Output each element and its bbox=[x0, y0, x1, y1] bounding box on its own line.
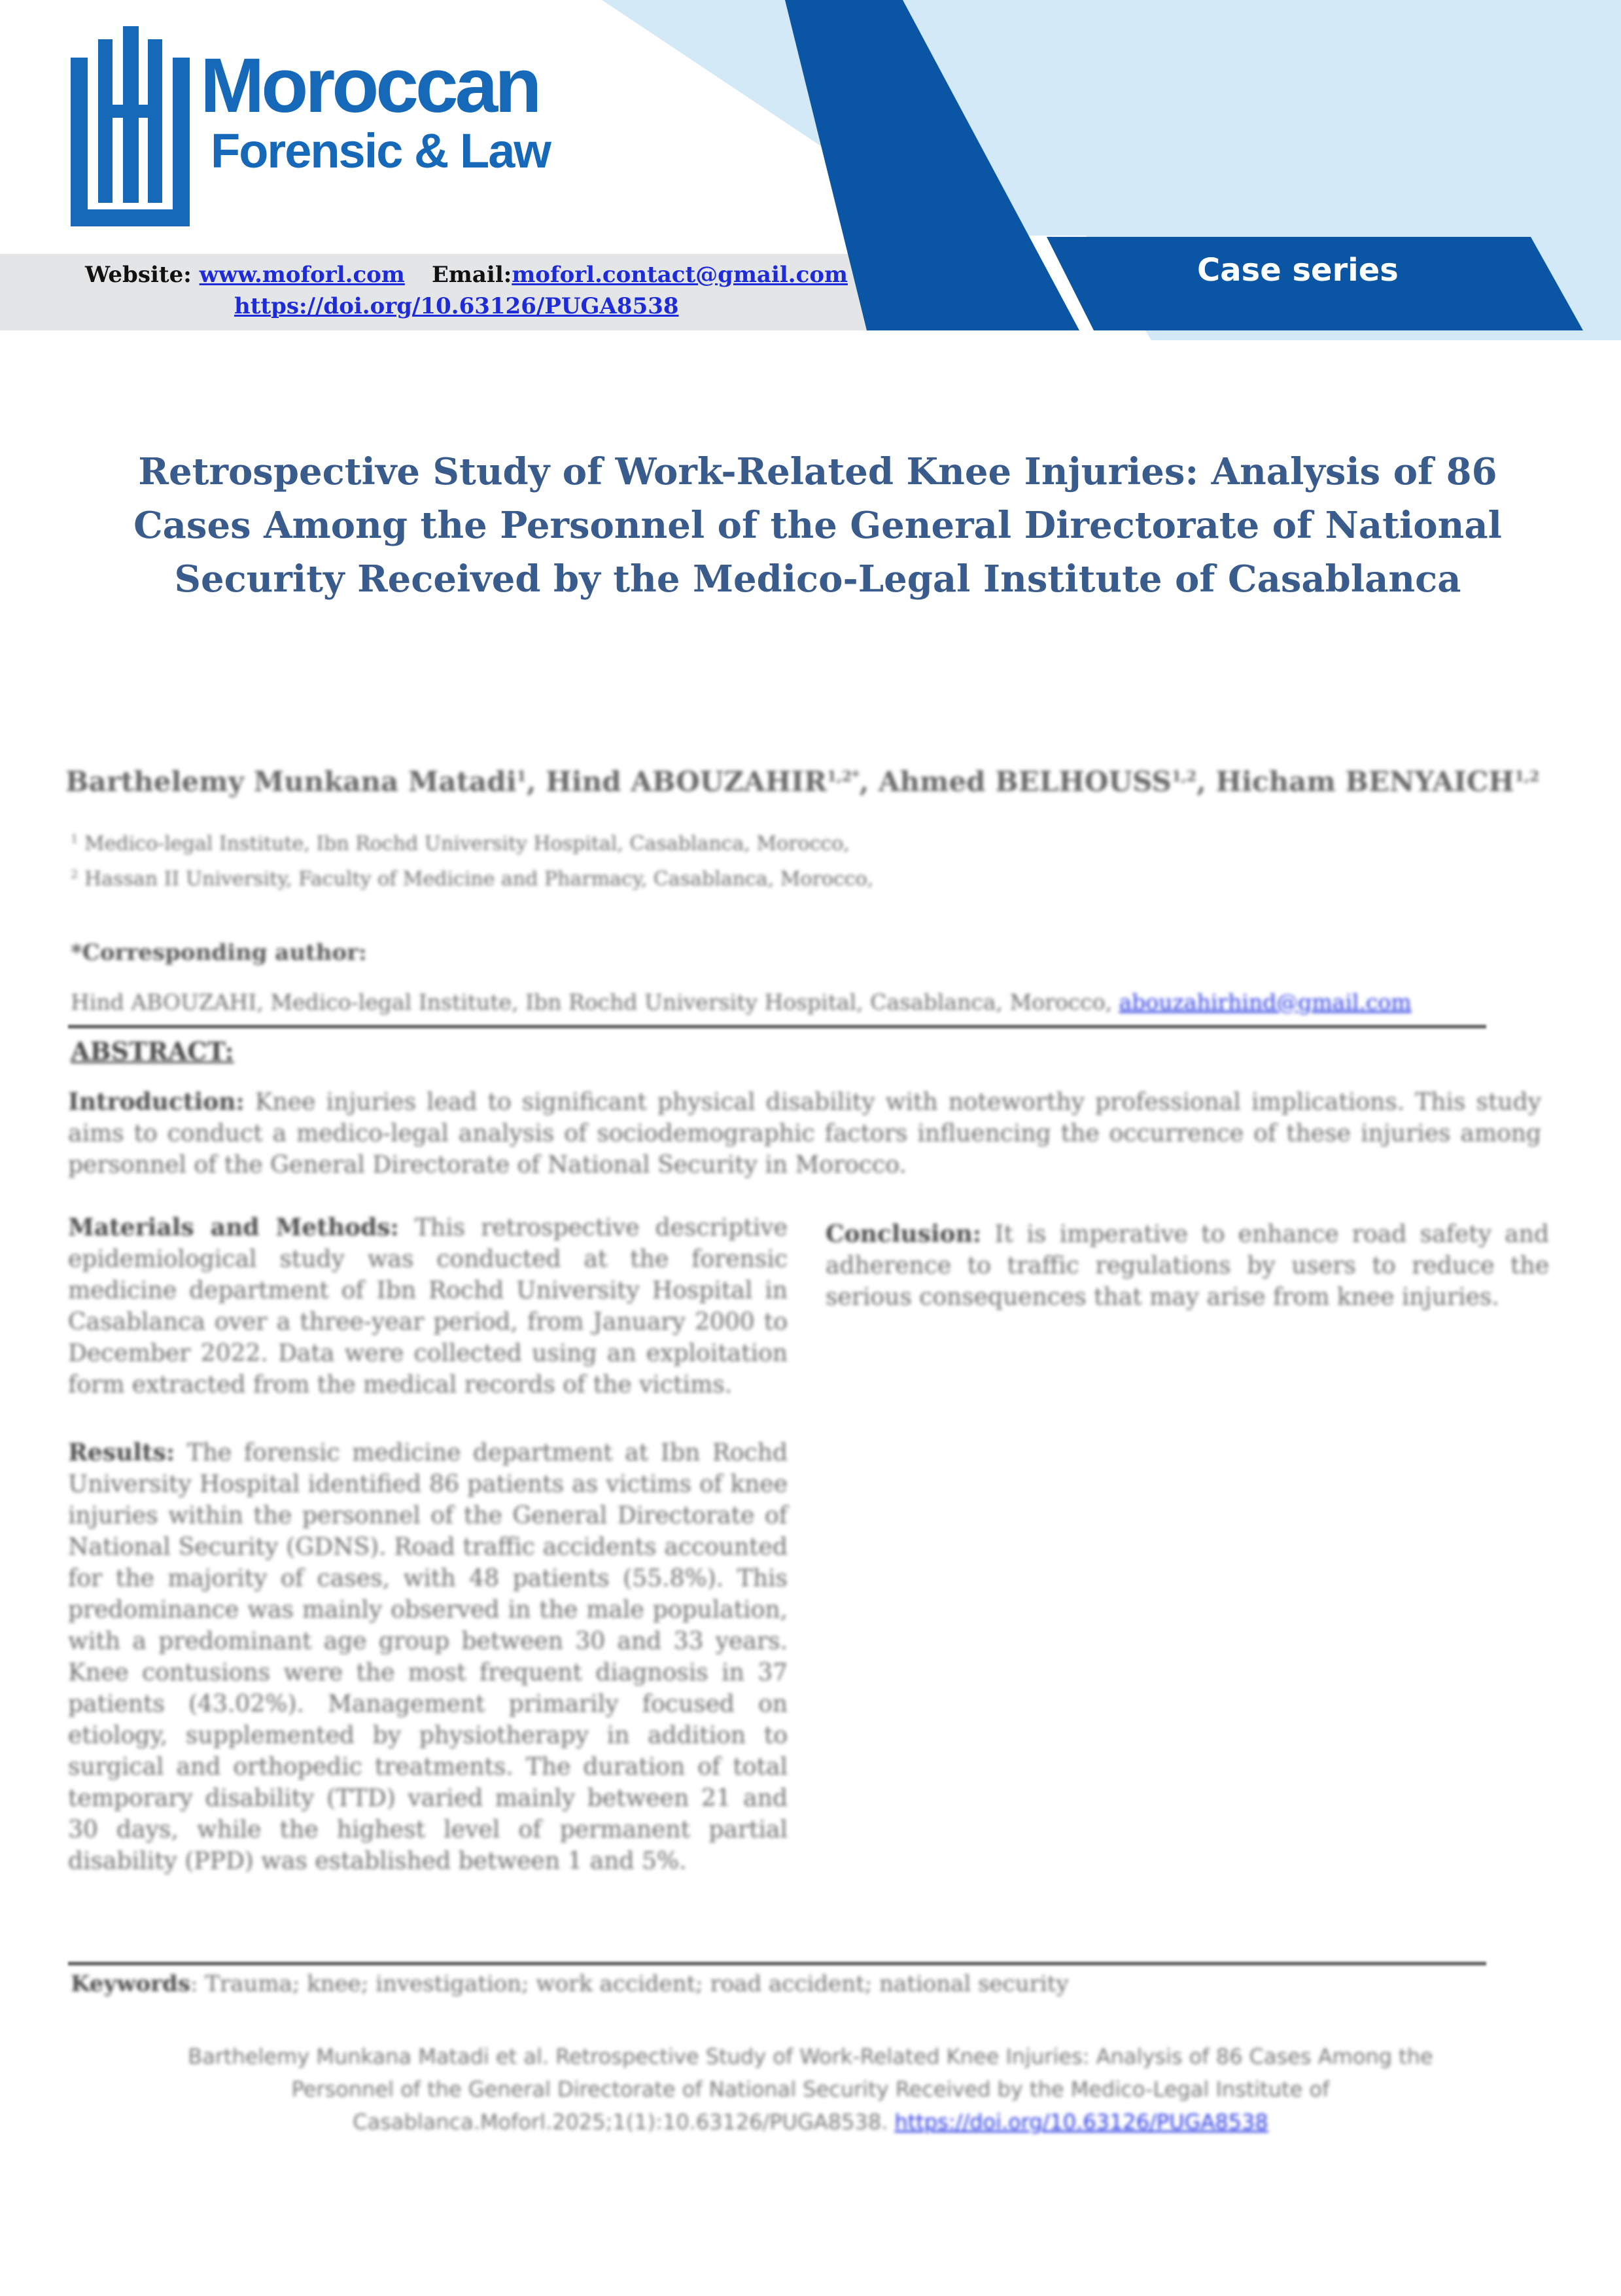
affiliation bbox=[71, 832, 850, 855]
author-name: Barthelemy Munkana Matadi bbox=[65, 766, 517, 798]
abstract-conclusion bbox=[826, 1218, 1549, 1313]
abstract-bottom-rule bbox=[68, 1962, 1486, 1966]
abstract-introduction bbox=[68, 1086, 1541, 1181]
doi-link[interactable]: https://doi.org/10.63126/PUGA8538 bbox=[234, 293, 679, 319]
website-label: Website: bbox=[85, 262, 200, 288]
results-text: The forensic medicine department at Ibn Rochd University Hospital identified 86 patients as victims of knee injuries within the personnel of the General Directorate of National Security (GDNS). Road traffic accidents accounted for the majority of cases, with 48 patients (55.8%). This predominance was mainly observed in the male population, with a predominant age group between 30 and 33 years. Knee contusions were the most frequent diagnosis in 37 patients (43.02%). Management primarily focused on etiology, supplemented by physiotherapy in addition to surgical and orthopedic treatments. The duration of total temporary disability (TTD) varied mainly between 21 and 30 days, while the highest level of permanent partial disability (PPD) was established between 1 and 5%. bbox=[68, 1439, 788, 1875]
logo-line-1: Moroccan bbox=[200, 43, 539, 129]
corresponding-author-text: Hind ABOUZAHI, Medico-legal Institute, Ibn Rochd University Hospital, Casablanca, Morocco, bbox=[71, 989, 1119, 1015]
abstract-methods bbox=[68, 1212, 788, 1401]
journal-header bbox=[0, 0, 1621, 353]
citation-block bbox=[164, 2040, 1457, 2138]
author-affiliation-mark: 1 bbox=[516, 768, 527, 785]
introduction-text: Knee injuries lead to significant physical disability with noteworthy professional implications. This study aims to conduct a medico-legal analysis of sociodemographic factors influencing the occurrence of these injuries among personnel of the General Directorate of National Security in Morocco. bbox=[68, 1089, 1541, 1178]
article-title: Retrospective Study of Work-Related Knee Injuries: Analysis of 86 Cases Among the Personnel of the General Directorate of National Security Received by the Medico-Legal Institute of Casablanca bbox=[133, 450, 1502, 601]
citation-text: Barthelemy Munkana Matadi et al. Retrospective Study of Work-Related Knee Injuries: Analysis of 86 Cases Among the Personnel of the General Directorate of National Security Received by the Medico-Legal Institute of Casablanca.Moforl.2025;1(1):10.63126/PUGA8538. bbox=[188, 2044, 1433, 2134]
corresponding-author-details bbox=[71, 989, 1412, 1015]
abstract-results bbox=[68, 1437, 788, 1877]
keywords-label: Keywords bbox=[71, 1971, 190, 1997]
author-name: Hind ABOUZAHIR bbox=[546, 766, 827, 798]
corresponding-author-label: *Corresponding author: bbox=[71, 940, 367, 966]
abstract-heading: ABSTRACT: bbox=[71, 1036, 234, 1066]
author-affiliation-mark: 1,2* bbox=[826, 768, 860, 785]
conclusion-text: It is imperative to enhance road safety and adherence to traffic regulations by users to reduce the serious consequences that may arise from knee injuries. bbox=[826, 1221, 1549, 1311]
author-affiliation-mark: 1,2 bbox=[1514, 768, 1540, 785]
website-info bbox=[85, 262, 405, 288]
affiliation-text: Medico-legal Institute, Ibn Rochd University Hospital, Casablanca, Morocco, bbox=[84, 832, 850, 855]
introduction-label: Introduction: bbox=[68, 1088, 245, 1116]
affiliation-mark: 1 bbox=[71, 832, 78, 846]
header-light-blue-shape bbox=[602, 0, 1621, 236]
citation-doi-link[interactable]: https://doi.org/10.63126/PUGA8538 bbox=[894, 2110, 1268, 2134]
methods-text: This retrospective descriptive epidemiological study was conducted at the forensic medicine department of Ibn Rochd University Hospital in Casablanca over a three-year period, from January 2000 to December 2022. Data were collected using an exploitation form extracted from the medical records of the victims. bbox=[68, 1214, 788, 1398]
author-name: Hicham BENYAICH bbox=[1215, 766, 1514, 798]
email-label: Email: bbox=[432, 262, 512, 288]
journal-logo-icon bbox=[71, 26, 190, 226]
website-link[interactable]: www.moforl.com bbox=[199, 262, 405, 288]
keywords bbox=[71, 1971, 1069, 1997]
affiliation bbox=[71, 868, 873, 891]
results-label: Results: bbox=[68, 1439, 175, 1466]
email-info bbox=[432, 262, 848, 288]
author-list: Barthelemy Munkana Matadi$^1$, Hind $ABOUZAHIR^{1,2*}$, Ahmed BELHOUSS$^{1,2}$, Hicham BENYAICH$^{1,2}$ bbox=[65, 766, 1540, 798]
methods-label: Materials and Methods: bbox=[68, 1214, 399, 1241]
author-name: Ahmed BELHOUSS bbox=[878, 766, 1172, 798]
abstract-top-rule bbox=[68, 1025, 1486, 1029]
corresponding-author-email[interactable]: abouzahirhind@gmail.com bbox=[1119, 989, 1412, 1015]
email-link[interactable]: moforl.contact@gmail.com bbox=[512, 262, 848, 288]
article-type-label: Case series bbox=[1197, 252, 1399, 289]
keywords-text: : Trauma; knee; investigation; work accident; road accident; national security bbox=[190, 1971, 1069, 1997]
logo-line-2: Forensic & Law bbox=[211, 124, 550, 178]
conclusion-label: Conclusion: bbox=[826, 1220, 982, 1248]
author-affiliation-mark: 1,2 bbox=[1171, 768, 1197, 785]
doi-info bbox=[234, 293, 679, 319]
affiliation-text: Hassan II University, Faculty of Medicine and Pharmacy, Casablanca, Morocco, bbox=[84, 868, 874, 891]
affiliation-mark: 2 bbox=[71, 868, 78, 881]
journal-logo-wordmark bbox=[200, 43, 550, 178]
